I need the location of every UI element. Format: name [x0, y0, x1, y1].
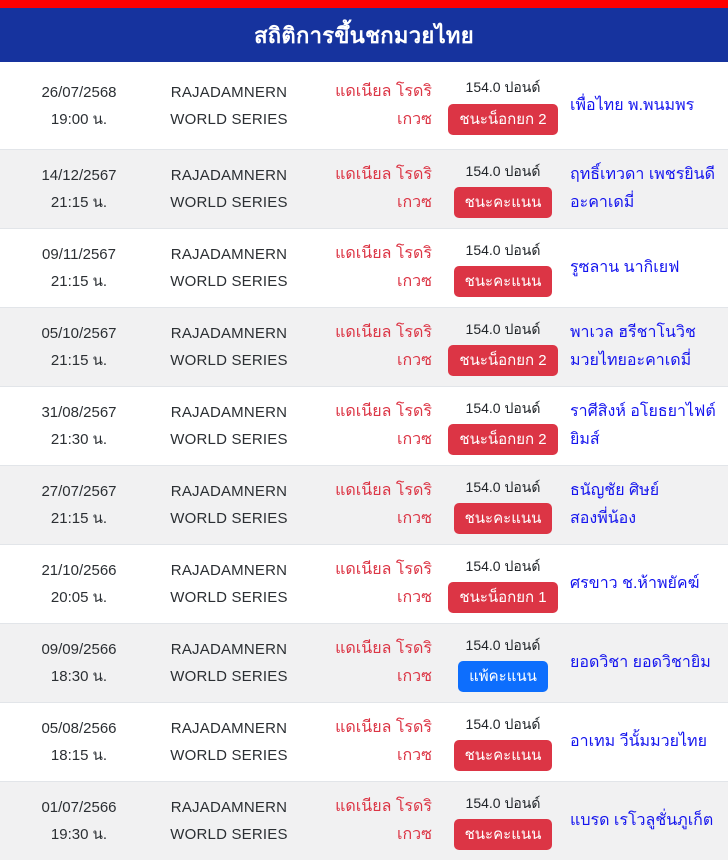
fight-row: [0, 149, 728, 228]
fight-time: 19:30 น.: [50, 826, 108, 843]
fight-row: [0, 386, 728, 465]
fight-weight: 154.0 ปอนด์: [465, 636, 541, 653]
event-name-line1: RAJADAMNERN: [170, 167, 288, 184]
weight-and-result: [438, 713, 568, 771]
fighter-name-line1: แดเนียล โรดริ: [335, 166, 432, 183]
opponent-name-line1: ฤทธิ์เทวดา เพชรยินดี: [570, 166, 715, 183]
opponent-name-line1: รูซลาน นากิเยฟ: [570, 259, 680, 276]
fight-weight: 154.0 ปอนด์: [465, 162, 541, 179]
opponent-link[interactable]: [568, 161, 728, 217]
fighter-name-line2: เกวซ: [397, 668, 432, 685]
opponent-name-line2: ยิมส์: [570, 431, 600, 448]
opponent-name-line1: ธนัญชัย ศิษย์: [570, 482, 660, 499]
fighter-name: [300, 240, 438, 296]
fight-datetime: [0, 794, 158, 848]
opponent-name-line1: ราศีสิงห์ อโยธยาไฟต์: [570, 403, 716, 420]
fighter-name-line1: แดเนียล โรดริ: [335, 403, 432, 420]
fight-date: 05/10/2567: [41, 325, 117, 342]
fight-row: [0, 62, 728, 149]
fight-row: [0, 544, 728, 623]
fight-row: [0, 465, 728, 544]
event-name-line1: RAJADAMNERN: [170, 799, 288, 816]
weight-and-result: [438, 76, 568, 134]
weight-and-result: [438, 160, 568, 218]
fight-row: [0, 781, 728, 860]
weight-and-result: [438, 792, 568, 850]
fight-date: 31/08/2567: [41, 404, 117, 421]
fight-datetime: [0, 557, 158, 611]
fight-datetime: [0, 320, 158, 374]
event-name-line2: WORLD SERIES: [170, 273, 288, 290]
fighter-name-line2: เกวซ: [397, 273, 432, 290]
event-name: [158, 320, 300, 374]
fighter-name-line2: เกวซ: [397, 510, 432, 527]
fight-time: 19:00 น.: [50, 110, 108, 128]
result-badge: ชนะคะแนน: [454, 266, 553, 297]
result-badge: ชนะคะแนน: [454, 740, 553, 771]
fighter-name-line1: แดเนียล โรดริ: [335, 561, 432, 578]
fight-weight: 154.0 ปอนด์: [465, 399, 541, 416]
event-name: [158, 241, 300, 295]
opponent-link[interactable]: [568, 254, 728, 282]
result-badge: ชนะคะแนน: [454, 503, 553, 534]
fighter-name-line1: แดเนียล โรดริ: [335, 640, 432, 657]
fight-row: [0, 702, 728, 781]
fighter-name-line1: แดเนียล โรดริ: [335, 719, 432, 736]
event-name-line2: WORLD SERIES: [170, 747, 288, 764]
fight-datetime: [0, 478, 158, 532]
event-name-line2: WORLD SERIES: [170, 589, 288, 606]
fight-date: 27/07/2567: [41, 483, 117, 500]
fighter-name-line1: แดเนียล โรดริ: [335, 245, 432, 262]
fighter-name-line2: เกวซ: [397, 352, 432, 369]
fight-time: 21:30 น.: [50, 431, 108, 448]
fighter-name-line2: เกวซ: [397, 431, 432, 448]
event-name-line2: WORLD SERIES: [170, 194, 288, 211]
fighter-name: [300, 635, 438, 691]
fighter-name: [300, 398, 438, 454]
page-header: [0, 8, 728, 62]
fight-date: 09/11/2567: [42, 246, 116, 263]
weight-and-result: [438, 239, 568, 297]
fighter-name-line1: แดเนียล โรดริ: [335, 798, 432, 815]
event-name-line2: WORLD SERIES: [170, 826, 288, 843]
opponent-link[interactable]: [568, 570, 728, 598]
fight-weight: 154.0 ปอนด์: [465, 557, 541, 574]
weight-and-result: [438, 318, 568, 376]
fight-time: 21:15 น.: [50, 194, 108, 211]
fight-weight: 154.0 ปอนด์: [465, 478, 541, 495]
fight-date: 09/09/2566: [41, 641, 117, 658]
fighter-name-line1: แดเนียล โรดริ: [335, 324, 432, 341]
event-name-line1: RAJADAMNERN: [170, 562, 288, 579]
event-name: [158, 715, 300, 769]
event-name-line1: RAJADAMNERN: [170, 483, 288, 500]
fight-time: 21:15 น.: [50, 510, 108, 527]
result-badge: ชนะน็อกยก 2: [448, 345, 557, 376]
fight-datetime: [0, 715, 158, 769]
fight-time: 21:15 น.: [50, 273, 108, 290]
fighter-name: [300, 78, 438, 134]
fighter-name: [300, 319, 438, 375]
opponent-link[interactable]: [568, 398, 728, 454]
event-name: [158, 557, 300, 611]
fight-time: 18:15 น.: [50, 747, 108, 764]
opponent-name-line1: พาเวล ฮรีชาโนวิช: [570, 324, 696, 341]
fight-weight: 154.0 ปอนด์: [465, 241, 541, 258]
fight-date: 26/07/2568: [41, 83, 117, 101]
event-name: [158, 794, 300, 848]
fight-datetime: [0, 399, 158, 453]
event-name-line1: RAJADAMNERN: [170, 641, 288, 658]
opponent-name-line1: ศรขาว ช.ห้าพยัคฆ์: [570, 575, 700, 592]
opponent-link[interactable]: [568, 807, 728, 835]
fighter-name: [300, 793, 438, 849]
fight-date: 05/08/2566: [41, 720, 117, 737]
fight-row: [0, 228, 728, 307]
fighter-name: [300, 714, 438, 770]
event-name: [158, 79, 300, 133]
fight-date: 01/07/2566: [41, 799, 117, 816]
fight-row: [0, 307, 728, 386]
weight-and-result: [438, 555, 568, 613]
event-name: [158, 636, 300, 690]
fighter-name-line2: เกวซ: [397, 194, 432, 211]
event-name-line2: WORLD SERIES: [170, 352, 288, 369]
result-badge: ชนะน็อกยก 2: [448, 424, 557, 455]
fight-datetime: [0, 241, 158, 295]
fighter-name: [300, 161, 438, 217]
fight-time: 20:05 น.: [50, 589, 108, 606]
fight-datetime: [0, 79, 158, 133]
weight-and-result: [438, 397, 568, 455]
event-name-line2: WORLD SERIES: [170, 510, 288, 527]
opponent-name-line1: ยอดวิชา ยอดวิชายิม: [570, 654, 711, 671]
event-name-line2: WORLD SERIES: [170, 431, 288, 448]
event-name: [158, 162, 300, 216]
fight-history-table: [0, 62, 728, 860]
event-name-line1: RAJADAMNERN: [170, 83, 288, 101]
fighter-name-line1: แดเนียล โรดริ: [335, 482, 432, 499]
fight-date: 21/10/2566: [41, 562, 117, 579]
event-name-line1: RAJADAMNERN: [170, 325, 288, 342]
opponent-name-line1: แบรด เรโวลูชั่นภูเก็ต: [570, 812, 714, 829]
opponent-link[interactable]: [568, 319, 728, 375]
event-name: [158, 399, 300, 453]
fighter-name-line2: เกวซ: [397, 589, 432, 606]
fighter-name-line2: เกวซ: [397, 110, 432, 128]
weight-and-result: [438, 634, 568, 692]
opponent-name-line1: เพื่อไทย พ.พนมพร: [570, 96, 695, 114]
opponent-link[interactable]: [568, 477, 728, 533]
opponent-name-line2: มวยไทยอะคาเดมี่: [570, 352, 692, 369]
fight-row: [0, 623, 728, 702]
event-name-line2: WORLD SERIES: [170, 110, 288, 128]
event-name-line1: RAJADAMNERN: [170, 404, 288, 421]
opponent-name-line2: อะคาเดมี่: [570, 194, 635, 211]
fight-time: 18:30 น.: [50, 668, 108, 685]
top-accent-bar: [0, 0, 728, 8]
opponent-link[interactable]: [568, 728, 728, 756]
result-badge: ชนะคะแนน: [454, 187, 553, 218]
result-badge: แพ้คะแนน: [458, 661, 548, 692]
fighter-name-line1: แดเนียล โรดริ: [335, 82, 432, 100]
fight-datetime: [0, 162, 158, 216]
fight-weight: 154.0 ปอนด์: [465, 320, 541, 337]
event-name-line1: RAJADAMNERN: [170, 720, 288, 737]
fighter-name-line2: เกวซ: [397, 747, 432, 764]
result-badge: ชนะคะแนน: [454, 819, 553, 850]
fight-date: 14/12/2567: [41, 167, 117, 184]
weight-and-result: [438, 476, 568, 534]
opponent-link[interactable]: [568, 649, 728, 677]
fighter-name-line2: เกวซ: [397, 826, 432, 843]
fight-weight: 154.0 ปอนด์: [465, 794, 541, 811]
event-name: [158, 478, 300, 532]
opponent-name-line1: อาเทม วีนั้มมวยไทย: [570, 733, 707, 750]
event-name-line2: WORLD SERIES: [170, 668, 288, 685]
opponent-link[interactable]: [568, 92, 728, 120]
fighter-name: [300, 477, 438, 533]
page-title: สถิติการขึ้นชกมวยไทย: [254, 22, 474, 48]
result-badge: ชนะน็อกยก 1: [448, 582, 557, 613]
fight-weight: 154.0 ปอนด์: [465, 79, 541, 96]
fight-datetime: [0, 636, 158, 690]
fight-weight: 154.0 ปอนด์: [465, 715, 541, 732]
result-badge: ชนะน็อกยก 2: [448, 104, 557, 135]
opponent-name-line2: สองพี่น้อง: [570, 510, 637, 527]
fighter-name: [300, 556, 438, 612]
event-name-line1: RAJADAMNERN: [170, 246, 288, 263]
fight-time: 21:15 น.: [50, 352, 108, 369]
